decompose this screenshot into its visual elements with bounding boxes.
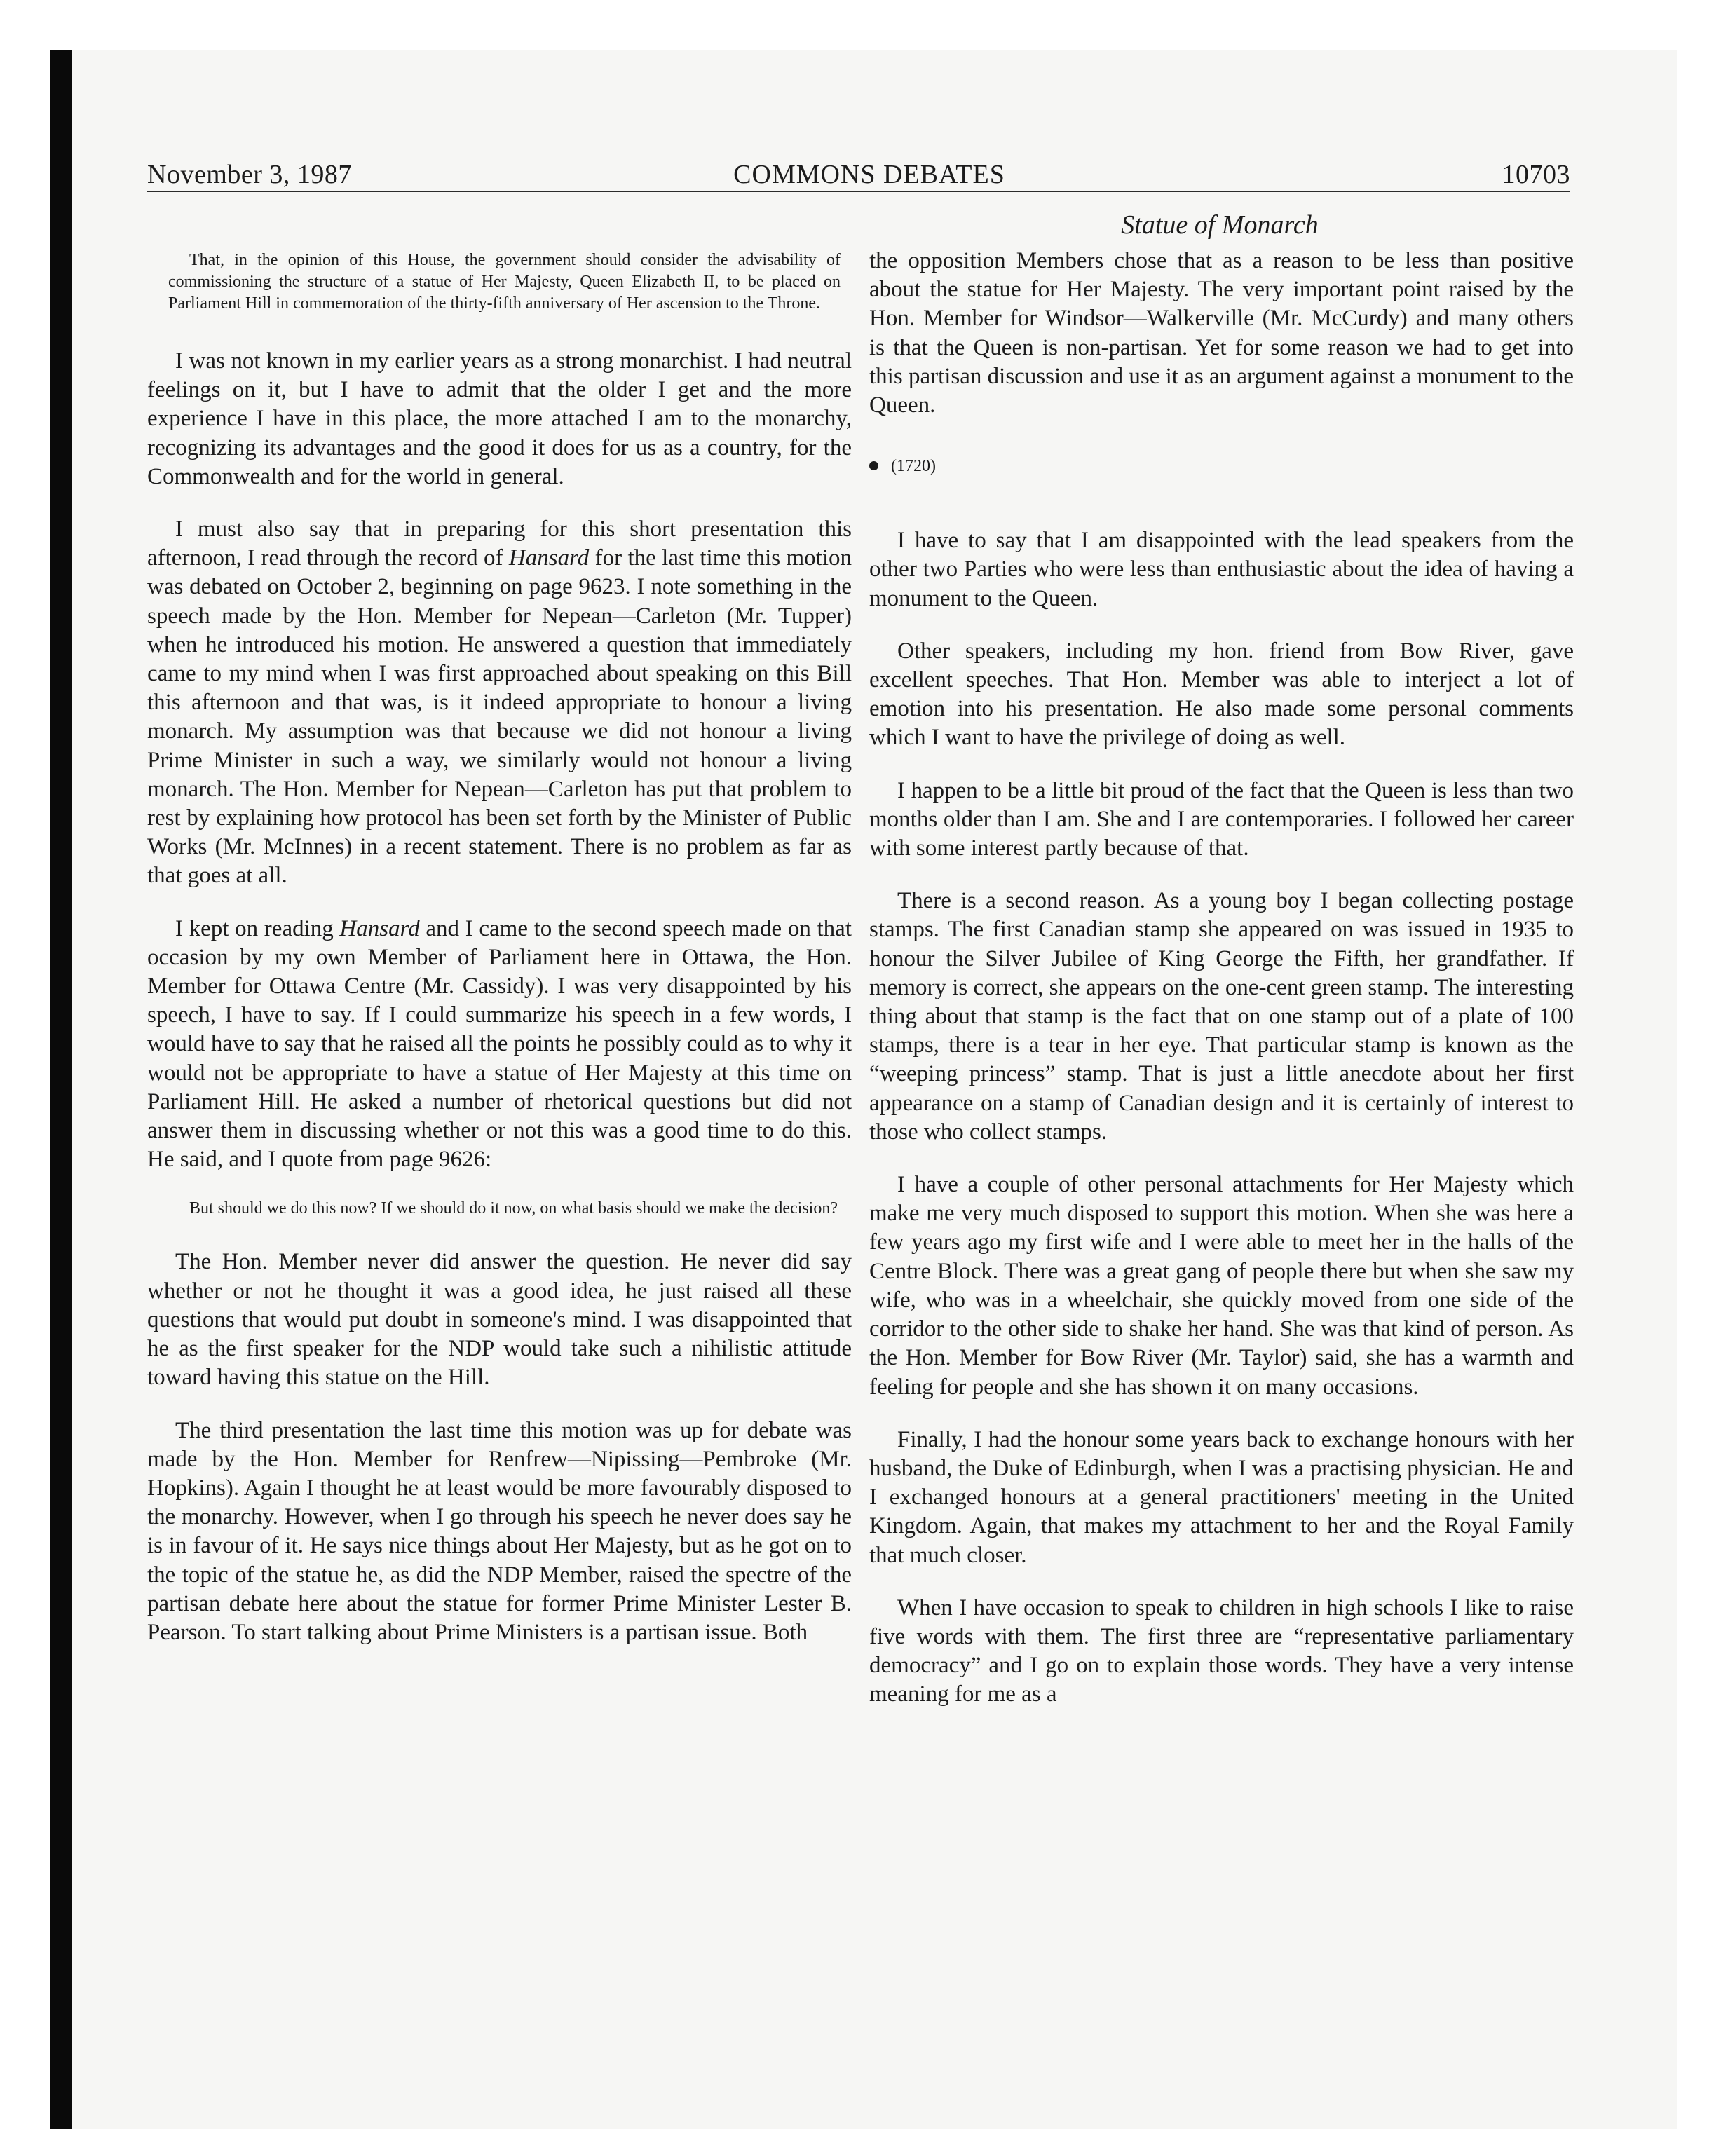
paragraph: I have a couple of other personal attachments for Her Majesty which make me very much disposed to support this motion. When she was here a few years ago my first wife and I were able to meet her in the halls of the Centre Block. There was a great gang of people there but when she saw my wife, who was in a wheelchair, she quickly moved from one side of the corridor to the other side to shake her hand. She was that kind of person. As the Hon. Member for Bow River (Mr. Taylor) said, she has a warmth and feeling for people and she has shown it on many occasions. xyxy=(869,1172,1574,1400)
paragraph-text: I must also say that in preparing for this short presentation this afternoon, I read through the record of xyxy=(147,517,852,571)
running-head: Statue of Monarch xyxy=(1121,210,1319,240)
paragraph: the opposition Members chose that as a reason to be less than positive about the statue for Her Majesty. The very important point raised by the Hon. Member for Windsor—Walkerville (Mr. McCurdy) and many others is that the Queen is non-partisan. Yet for some reason we had to get into this partisan discussion and use it as an argument against a monument to the Queen. xyxy=(869,248,1574,418)
header-date: November 3, 1987 xyxy=(147,160,352,189)
paragraph xyxy=(147,915,852,1175)
bullet-icon xyxy=(869,461,878,470)
paragraph: There is a second reason. As a young boy I began collecting postage stamps. The first Canadian stamp she appeared on was issued in 1935 to honour the Silver Jubilee of King George the Fifth, her grandfather. If memory is correct, she appears on the one-cent green stamp. The interesting thing about that stamp is the fact that on one stamp out of a plate of 100 stamps, there is a tear in her eye. That particular stamp is known as the “weeping princess” stamp. That is just a little anecdote about her first appearance on a stamp of Canadian design and it is certainly of interest to those who collect stamps. xyxy=(869,888,1574,1145)
paragraph: I happen to be a little bit proud of the fact that the Queen is less than two months older than I am. She and I are contemporaries. I followed her career with some interest partly because of that. xyxy=(869,777,1574,861)
paragraph: I was not known in my earlier years as a strong monarchist. I had neutral feelings on it, but I have to admit that the older I get and the more experience I have in this place, the more attached I am to the monarchy, recognizing its advantages and the good it does for us as a country, for the Commonwealth and for the world in general. xyxy=(147,348,852,489)
paragraph: When I have occasion to speak to children in high schools I like to raise five words with them. The first three are “representative parliamentary democracy” and I go on to explain those words. They have a very intense meaning for me as a xyxy=(869,1595,1574,1707)
paragraph: I have to say that I am disappointed with the lead speakers from the other two Parties who were less than enthusiastic about the idea of having a monument to the Queen. xyxy=(869,528,1574,611)
paragraph: Finally, I had the honour some years back to exchange honours with her husband, the Duke of Edinburgh, when I was a practising physician. He and I exchanged honours at a general practitioners' meeting in the United Kingdom. Again, that makes my attachment to her and the Royal Family that much closer. xyxy=(869,1426,1574,1568)
paragraph-text: for the last time this motion was debated on October 2, beginning on page 9623. I note something in the speech made by the Hon. Member for Nepean—Carleton (Mr. Tupper) when he introduced his motion. He answered a question that immediately came to my mind when I was first approached about speaking on this Bill this afternoon and that was, is it indeed appropriate to honour a living monarch. My assumption was that because we did not honour a living Prime Minister in such a way, we similarly would not honour a living monarch. The Hon. Member for Nepean—Carleton has put that problem to rest by explaining how protocol has been set forth by the Minister of Public Works (Mr. McInnes) in a recent statement. There is no problem as far as that goes at all. xyxy=(147,545,852,889)
binding-edge xyxy=(50,50,72,2129)
hansard-title: Hansard xyxy=(339,915,420,941)
right-column xyxy=(869,247,1574,1733)
header-page-number: 10703 xyxy=(1502,160,1570,189)
cassidy-quote: But should we do this now? If we should do it now, on what basis should we make the decision? xyxy=(189,1199,838,1218)
paragraph xyxy=(147,515,852,891)
header-title: COMMONS DEBATES xyxy=(733,160,1005,189)
timestamp-text: (1720) xyxy=(891,457,936,476)
paragraph: The third presentation the last time this motion was up for debate was made by the Hon. Member for Renfrew—Nipissing—Pembroke (Mr. Hopkins). Again I thought he at least would be more favourably disposed to the monarchy. However, when I go through his speech he never does say he is in favour of it. He says nice things about Her Majesty, but as he got on to the topic of the statue he, as did the NDP Member, raised the spectre of the partisan debate here about the statue for former Prime Minister Lester B. Pearson. To start talking about Prime Ministers is a partisan issue. Both xyxy=(147,1417,852,1645)
paragraph-text: I kept on reading xyxy=(175,915,340,941)
paragraph: The Hon. Member never did answer the question. He never did say whether or not he thought it was a good idea, he just raised all these questions that would put doubt in someone's mind. I was disappointed that he as the first speaker for the NDP would take such a nihilistic attitude toward having this statue on the Hill. xyxy=(147,1249,852,1391)
motion-quote: That, in the opinion of this House, the government should consider the advisability of commissioning the structure of a statue of Her Majesty, Queen Elizabeth II, to be placed on Parliament Hill in commemoration of the thirty-fifth anniversary of Her ascension to the Throne. xyxy=(168,251,841,313)
timestamp-marker xyxy=(869,455,1574,477)
left-column xyxy=(147,247,852,1671)
paragraph-text: and I came to the second speech made on that occasion by my own Member of Parliament here in Ottawa, the Hon. Member for Ottawa Centre (Mr. Cassidy). I was very disappointed by his speech, I have to say. If I could summarize his speech in a few words, I would have to say that he raised all the points he possibly could as to why it would not be appropriate to have a statue of Her Majesty at this time on Parliament Hill. He asked a number of rhetorical questions but did not answer them in discussing whether or not this was a good time to do this. He said, and I quote from page 9626: xyxy=(147,915,852,1173)
paragraph: Other speakers, including my hon. friend from Bow River, gave excellent speeches. That Hon. Member was able to interject a lot of emotion into his presentation. He also made some personal comments which I want to have the privilege of doing as well. xyxy=(869,638,1574,751)
hansard-title: Hansard xyxy=(508,545,590,571)
header-rule xyxy=(147,191,1570,192)
